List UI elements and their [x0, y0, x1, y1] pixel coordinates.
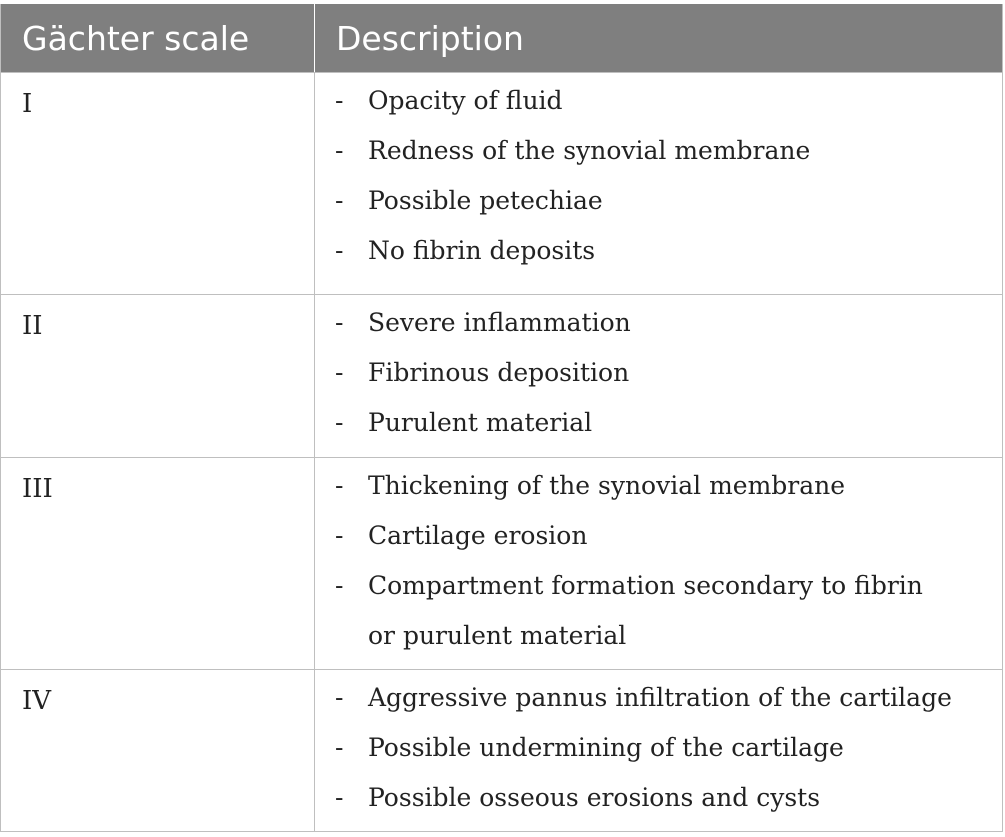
bullet-dash: -	[335, 358, 344, 387]
list-item	[315, 176, 1002, 226]
item-text: Redness of the synovial membrane	[368, 136, 811, 165]
bullet-dash: -	[335, 683, 344, 712]
grade-cell: II	[1, 295, 315, 457]
item-text: No fibrin deposits	[368, 236, 596, 265]
item-text: Purulent material	[368, 408, 593, 437]
gachter-scale-table	[0, 4, 1003, 832]
header-description: Description	[336, 18, 524, 58]
list-item	[315, 126, 1002, 176]
list-item	[315, 773, 1002, 823]
bullet-dash: -	[335, 471, 344, 500]
table-row	[1, 72, 1002, 294]
grade-cell: III	[1, 458, 315, 669]
list-item	[315, 226, 1002, 276]
header-gachter-scale: Gächter scale	[1, 4, 315, 72]
item-text: Aggressive pannus infiltration of the cartilage	[368, 683, 952, 712]
bullet-dash: -	[335, 86, 344, 115]
description-list	[315, 673, 1002, 823]
item-text: Cartilage erosion	[368, 521, 588, 550]
description-list	[315, 298, 1002, 448]
list-item	[315, 561, 1002, 661]
item-text: Possible osseous erosions and cysts	[368, 783, 821, 812]
description-cell	[315, 458, 1002, 669]
item-text: Possible undermining of the cartilage	[368, 733, 844, 762]
description-cell	[315, 670, 1002, 831]
list-item	[315, 348, 1002, 398]
list-item	[315, 723, 1002, 773]
list-item	[315, 511, 1002, 561]
grade-cell: IV	[1, 670, 315, 831]
description-list	[315, 76, 1002, 276]
bullet-dash: -	[335, 733, 344, 762]
item-text: Severe inflammation	[368, 308, 631, 337]
item-text: Fibrinous deposition	[368, 358, 630, 387]
bullet-dash: -	[335, 783, 344, 812]
bullet-dash: -	[335, 186, 344, 215]
item-text: Opacity of fluid	[368, 86, 563, 115]
table-row	[1, 294, 1002, 457]
table-row	[1, 669, 1002, 831]
item-text: Compartment formation secondary to fibrin or purulent material	[368, 571, 923, 650]
item-text: Possible petechiae	[368, 186, 603, 215]
list-item	[315, 398, 1002, 448]
list-item	[315, 76, 1002, 126]
item-text: Thickening of the synovial membrane	[368, 471, 846, 500]
bullet-dash: -	[335, 136, 344, 165]
table-header	[1, 4, 1002, 72]
bullet-dash: -	[335, 521, 344, 550]
bullet-dash: -	[335, 236, 344, 265]
list-item	[315, 673, 1002, 723]
description-cell	[315, 295, 1002, 457]
list-item	[315, 461, 1002, 511]
bullet-dash: -	[335, 571, 344, 600]
bullet-dash: -	[335, 308, 344, 337]
bullet-dash: -	[335, 408, 344, 437]
description-list	[315, 461, 1002, 661]
description-cell	[315, 73, 1002, 294]
list-item	[315, 298, 1002, 348]
grade-cell: I	[1, 73, 315, 294]
table-row	[1, 457, 1002, 669]
